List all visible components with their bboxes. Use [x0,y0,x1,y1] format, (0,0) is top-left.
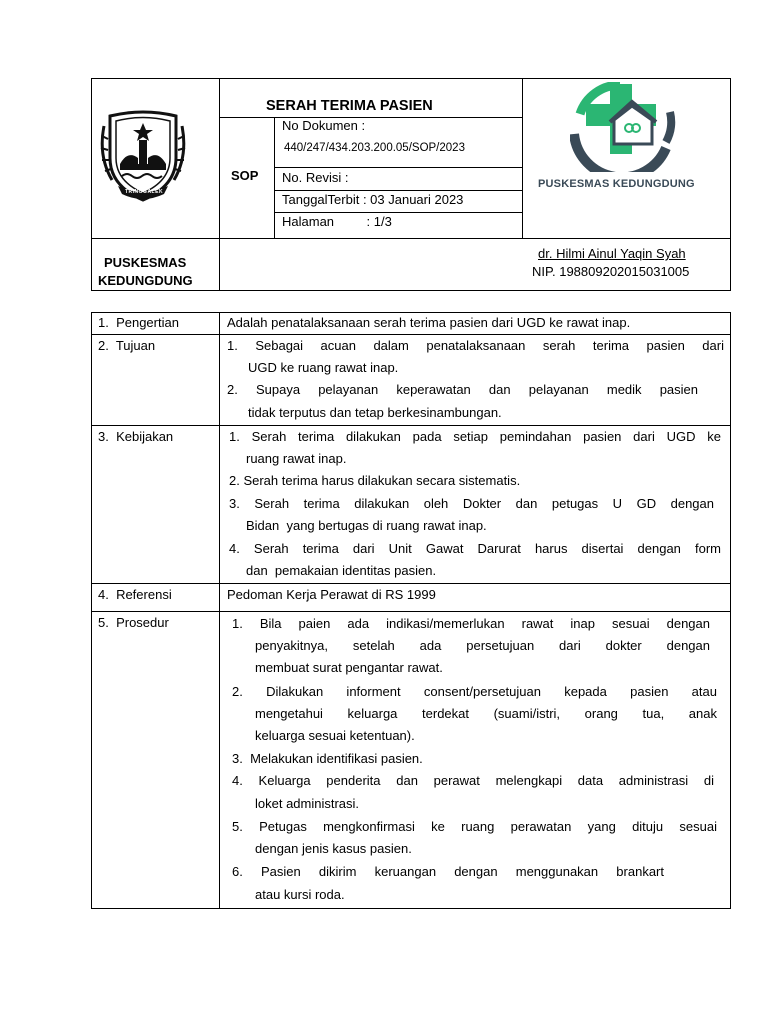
border [219,78,220,291]
prosedur-line: 6. Pasien dikirim keruangan dengan menggunakan brankart [232,864,664,879]
tujuan-line: 2. Supaya pelayanan keperawatan dan pelayanan medik pasien [227,382,698,397]
tujuan-line: tidak terputus dan tetap berkesinambungan. [248,405,502,420]
border [91,238,731,239]
referensi-text: Pedoman Kerja Perawat di RS 1999 [227,587,436,602]
kebijakan-line: 4. Serah terima dari Unit Gawat Darurat harus disertai dengan form [229,541,721,556]
tujuan-line: 1. Sebagai acuan dalam penatalaksanaan serah terima pasien dari [227,338,724,353]
border [274,167,523,168]
signer-nip: NIP. 198809202015031005 [532,264,690,279]
emblem-banner-text: TRINGGALEK [125,189,164,195]
kebijakan-line: 2. Serah terima harus dilakukan secara sistematis. [229,473,521,488]
kebijakan-line: ruang rawat inap. [246,451,347,466]
kebijakan-line: 1. Serah terima dilakukan pada setiap pemindahan pasien dari UGD ke [229,429,721,444]
prosedur-line: 3. Melakukan identifikasi pasien. [232,751,423,766]
border [91,334,731,335]
prosedur-line: 1. Bila paien ada indikasi/memerlukan rawat inap sesuai dengan [232,616,710,631]
row-label-tujuan: 2. Tujuan [98,338,156,353]
border [274,190,523,191]
row-label-prosedur: 5. Prosedur [98,615,169,630]
no-dokumen-label: No Dokumen : [282,118,366,133]
border [91,583,731,584]
kebijakan-line: 3. Serah terima dilakukan oleh Dokter dan petugas U GD dengan [229,496,714,511]
prosedur-line: loket administrasi. [255,796,360,811]
regency-emblem-logo [98,106,188,204]
border [274,212,523,213]
puskesmas-logo-text: PUSKESMAS KEDUNGDUNG [538,178,695,190]
prosedur-line: 4. Keluarga penderita dan perawat melengkapi data administrasi di [232,773,714,788]
tanggal-terbit: TanggalTerbit : 03 Januari 2023 [282,192,464,207]
sop-label: SOP [231,168,259,183]
border [91,312,731,313]
puskesmas-logo [570,82,680,172]
tujuan-line: UGD ke ruang rawat inap. [248,360,399,375]
prosedur-line: membuat surat pengantar rawat. [255,660,443,675]
border [522,78,523,238]
pengertian-text: Adalah penatalaksanaan serah terima pasien dari UGD ke rawat inap. [227,315,631,330]
row-label-kebijakan: 3. Kebijakan [98,429,174,444]
prosedur-line: dengan jenis kasus pasien. [255,841,412,856]
prosedur-line: keluarga sesuai ketentuan). [255,728,415,743]
row-label-pengertian: 1. Pengertian [98,315,179,330]
kebijakan-line: Bidan yang bertugas di ruang rawat inap. [246,518,487,533]
institution-name-line2: KEDUNGDUNG [98,273,193,288]
page-title: SERAH TERIMA PASIEN [266,98,433,114]
prosedur-line: atau kursi roda. [255,887,345,902]
halaman: Halaman : 1/3 [282,214,392,229]
border [91,290,731,291]
prosedur-line: penyakitnya, setelah ada persetujuan dari dokter dengan [255,638,710,653]
no-dokumen-value: 440/247/434.203.200.05/SOP/2023 [284,142,465,154]
border [91,78,92,291]
prosedur-line: 5. Petugas mengkonfirmasi ke ruang perawatan yang dituju sesuai [232,819,717,834]
border [274,117,275,238]
border [91,611,731,612]
border [730,78,731,291]
border [219,117,523,118]
no-revisi: No. Revisi : [282,170,349,185]
prosedur-line: 2. Dilakukan informent consent/persetujuan kepada pasien atau [232,684,717,699]
signer-name: dr. Hilmi Ainul Yaqin Syah [538,246,686,261]
border [91,78,731,79]
prosedur-line: mengetahui keluarga terdekat (suami/istri, orang tua, anak [255,706,717,721]
kebijakan-line: dan pemakaian identitas pasien. [246,563,437,578]
border [91,908,731,909]
row-label-referensi: 4. Referensi [98,587,172,602]
border [91,425,731,426]
institution-name-line1: PUSKESMAS [104,255,187,270]
